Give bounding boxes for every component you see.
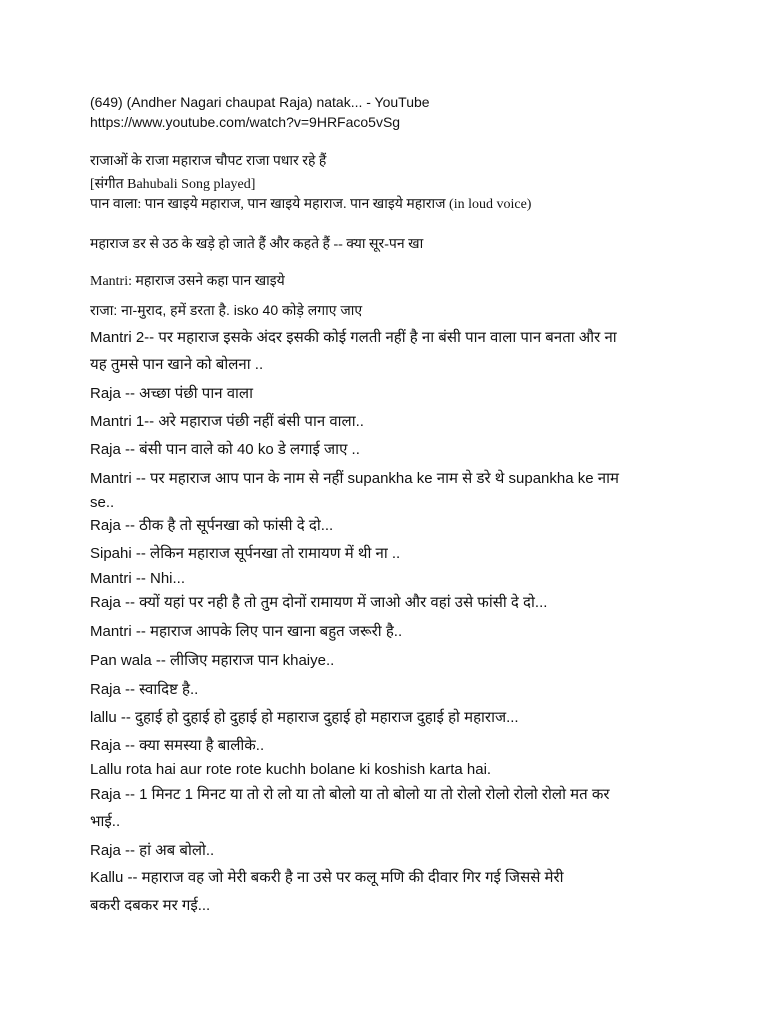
text-line: Mantri -- Nhi... — [90, 570, 186, 587]
text-line: Raja -- क्यों यहां पर नही है तो तुम दोनों रामायण में जाओ और वहां उसे फांसी दे दो... — [90, 594, 548, 611]
text-line: राजाओं के राजा महाराज चौपट राजा पधार रहे हैं — [90, 154, 327, 169]
video-title-line: (649) (Andher Nagari chaupat Raja) natak... - YouTube — [90, 94, 430, 110]
text-line: Sipahi -- लेकिन महाराज सूर्पनखा तो रामायण में थी ना .. — [90, 545, 401, 562]
text-line: Kallu -- महाराज वह जो मेरी बकरी है ना उसे पर कलू मणि की दीवार गिर गई जिससे मेरी — [90, 869, 564, 886]
text-line: Mantri -- पर महाराज आप पान के नाम से नहीं supankha ke नाम से डरे थे supankha ke नाम — [90, 470, 619, 487]
text-line: [संगीत Bahubali Song played] — [90, 177, 256, 192]
text-line: Raja -- हां अब बोलो.. — [90, 842, 215, 859]
text-line: Raja -- क्या समस्या है बालीके.. — [90, 737, 265, 754]
text-line: Raja -- ठीक है तो सूर्पनखा को फांसी दे दो... — [90, 517, 334, 534]
video-url-line: https://www.youtube.com/watch?v=9HRFaco5vSg — [90, 114, 401, 130]
text-line: Pan wala -- लीजिए महाराज पान khaiye.. — [90, 652, 335, 669]
text-line: राजा: ना-मुराद, हमें डरता है. isko 40 कोड़े लगाए जाए — [90, 302, 363, 318]
text-line: पान वाला: पान खाइये महाराज, पान खाइये महाराज. पान खाइये महाराज (in loud voice) — [90, 197, 532, 212]
text-line: lallu -- दुहाई हो दुहाई हो दुहाई हो महाराज दुहाई हो महाराज दुहाई हो महाराज... — [90, 709, 519, 726]
text-line: Raja -- बंसी पान वाले को 40 ko डे लगाई जाए .. — [90, 441, 360, 458]
text-line: महाराज डर से उठ के खड़े हो जाते हैं और कहते हैं -- क्या सूर-पन खा — [90, 237, 424, 252]
text-line: Raja -- 1 मिनट 1 मिनट या तो रो लो या तो बोलो या तो बोलो या तो रोलो रोलो रोलो रोलो मत कर — [90, 786, 610, 803]
text-line: भाई.. — [90, 813, 121, 830]
text-line: यह तुमसे पान खाने को बोलना .. — [90, 356, 264, 373]
text-line: Raja -- स्वादिष्ट है.. — [90, 681, 199, 698]
text-line: Mantri -- महाराज आपके लिए पान खाना बहुत जरूरी है.. — [90, 623, 403, 640]
text-line: Lallu rota hai aur rote rote kuchh bolane ki koshish karta hai. — [90, 761, 492, 778]
text-line: Mantri 2-- पर महाराज इसके अंदर इसकी कोई गलती नहीं है ना बंसी पान वाला पान बनता और ना — [90, 329, 617, 346]
text-line: Mantri 1-- अरे महाराज पंछी नहीं बंसी पान वाला.. — [90, 413, 364, 430]
text-line: बकरी दबकर मर गई... — [90, 897, 211, 914]
text-line: se.. — [90, 494, 115, 511]
text-line: Raja -- अच्छा पंछी पान वाला — [90, 385, 253, 402]
text-line: Mantri: महाराज उसने कहा पान खाइये — [90, 274, 285, 289]
